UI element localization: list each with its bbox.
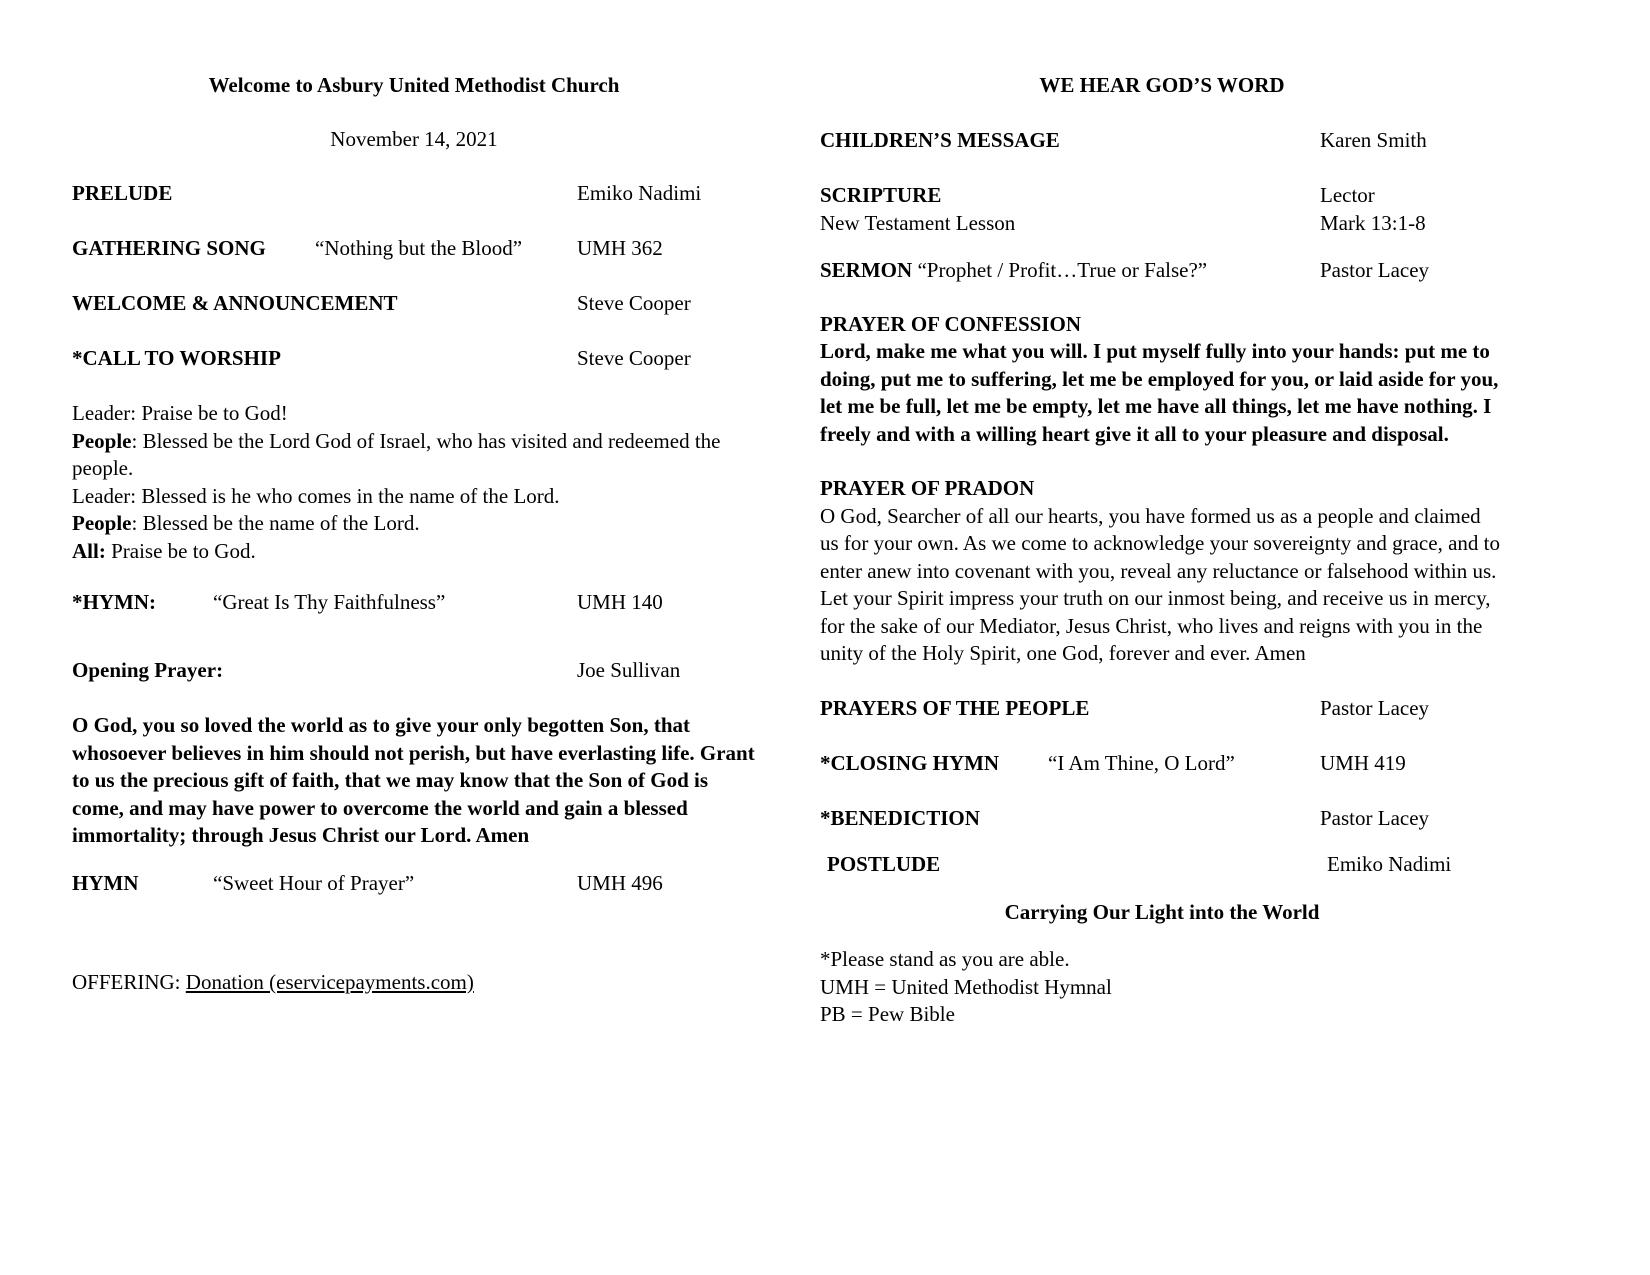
program-item-postlude	[820, 851, 1504, 879]
bulletin-left-column	[72, 72, 756, 997]
sermon-title: “Prophet / Profit…True or False?”	[912, 257, 1208, 282]
program-item-welcome	[72, 290, 756, 318]
footnotes	[820, 946, 1504, 1029]
opening-prayer-text: O God, you so loved the world as to give your only begotten Son, that whosoever believes in him should not perish, but have everlasting life. Grant to us the precious gift of faith, that we may know that the Son of God is come, and may have power to overcome the world and gain a blessed immortality; through Jesus Christ our Lord. Amen	[72, 713, 755, 847]
footnote-umh: UMH = United Methodist Hymnal	[820, 974, 1112, 999]
prayer-confession-text: Lord, make me what you will. I put myself fully into your hands: put me to doing, put me to suffering, let me be employed for you, or laid aside for you, let me be full, let me be empty, let me have all things, let me have nothing. I freely and with a willing heart give it all to your pleasure and disposal.	[820, 339, 1499, 446]
page-title: Welcome to Asbury United Methodist Church	[208, 73, 620, 97]
speaker-label: Leader:	[72, 483, 137, 508]
program-item-prelude	[72, 180, 756, 208]
item-label: GATHERING SONG	[72, 236, 266, 260]
prayer-pardon-text: O God, Searcher of all our hearts, you have formed us as a people and claimed us for your own. As we come to acknowledge your sovereignty and grace, and to enter anew into covenant with you, reveal any reluctance or falsehood within us. Let your Spirit impress your truth on our inmost being, and receive us in mercy, for the sake of our Mediator, Jesus Christ, who lives and reigns with you in the unity of the Holy Spirit, one God, forever and ever. Amen	[820, 503, 1500, 665]
scripture-reference: Mark 13:1-8	[1320, 210, 1426, 235]
bulletin-right-column	[820, 72, 1504, 1029]
reading-line: People: Blessed be the Lord God of Israel, who has visited and redeemed the people.	[72, 428, 721, 480]
program-item-sermon	[820, 257, 1504, 285]
hymn-title: “I Am Thine, O Lord”	[1048, 750, 1235, 775]
hymn-number: UMH 362	[577, 236, 663, 260]
item-label: POSTLUDE	[827, 851, 941, 876]
program-item-opening-prayer	[72, 657, 756, 685]
item-label: Opening Prayer:	[72, 658, 224, 682]
speaker-label: People	[72, 511, 132, 535]
reading-line: Leader: Praise be to God!	[72, 401, 288, 425]
donation-link[interactable]: Donation (eservicepayments.com)	[185, 969, 474, 994]
item-person: Emiko Nadimi	[577, 181, 702, 205]
program-item-call-to-worship	[72, 345, 756, 373]
hymn-number: UMH 140	[577, 590, 663, 614]
program-item-scripture-lesson	[820, 210, 1504, 238]
offering-line	[72, 969, 756, 997]
program-item-hymn-2	[72, 870, 756, 898]
prayer-confession-title: PRAYER OF CONFESSION	[820, 311, 1081, 336]
item-person: Karen Smith	[1320, 127, 1427, 152]
speaker-label: People	[72, 428, 132, 453]
program-item-benediction	[820, 805, 1504, 833]
program-item-prayers-of-the-people	[820, 695, 1504, 723]
hymn-title: “Sweet Hour of Prayer”	[213, 870, 415, 895]
item-person: Steve Cooper	[577, 291, 691, 315]
item-label: *BENEDICTION	[820, 805, 980, 830]
speaker-label: All:	[72, 538, 106, 563]
item-label: SERMON	[820, 257, 913, 282]
item-label: SCRIPTURE	[820, 182, 942, 207]
hymn-title: “Great Is Thy Faithfulness”	[213, 590, 446, 614]
item-person: Joe Sullivan	[577, 658, 681, 682]
reading-line: People: Blessed be the name of the Lord.	[72, 511, 420, 535]
hymn-number: UMH 496	[577, 870, 663, 895]
closing-section-title: Carrying Our Light into the World	[1004, 899, 1320, 924]
offering-label: OFFERING:	[72, 969, 186, 994]
footnote-pb: PB = Pew Bible	[820, 1002, 955, 1026]
item-person: Emiko Nadimi	[1327, 851, 1452, 876]
program-item-childrens-message	[820, 127, 1504, 155]
item-label: New Testament Lesson	[820, 210, 1016, 235]
service-date: November 14, 2021	[330, 126, 498, 151]
item-person: Steve Cooper	[577, 346, 691, 370]
item-label: *CALL TO WORSHIP	[72, 346, 281, 370]
item-person: Pastor Lacey	[1320, 805, 1430, 830]
reading-line: All: Praise be to God.	[72, 538, 256, 563]
item-label: WELCOME & ANNOUNCEMENT	[72, 291, 398, 315]
reading-line: Leader: Blessed is he who comes in the name of the Lord.	[72, 483, 560, 508]
footnote-stand: *Please stand as you are able.	[820, 947, 1070, 971]
hymn-number: UMH 419	[1320, 750, 1406, 775]
item-person: Pastor Lacey	[1320, 695, 1430, 720]
item-label: HYMN	[72, 870, 139, 895]
item-person: Lector	[1320, 182, 1375, 207]
responsive-reading	[72, 400, 756, 565]
item-label: CHILDREN’S MESSAGE	[820, 127, 1060, 152]
program-item-gathering-song	[72, 235, 756, 263]
prayer-pardon-title: PRAYER OF PRADON	[820, 476, 1035, 500]
hymn-title: “Nothing but the Blood”	[315, 236, 523, 260]
program-item-closing-hymn	[820, 750, 1504, 778]
section-title: WE HEAR GOD’S WORD	[1039, 73, 1285, 97]
program-item-scripture	[820, 182, 1504, 210]
speaker-label: Leader:	[72, 401, 137, 425]
item-label: *CLOSING HYMN	[820, 750, 1000, 775]
item-label: PRELUDE	[72, 181, 173, 205]
item-label: *HYMN:	[72, 590, 156, 614]
item-person: Pastor Lacey	[1320, 257, 1430, 282]
program-item-hymn	[72, 589, 756, 617]
item-label: PRAYERS OF THE PEOPLE	[820, 695, 1090, 720]
